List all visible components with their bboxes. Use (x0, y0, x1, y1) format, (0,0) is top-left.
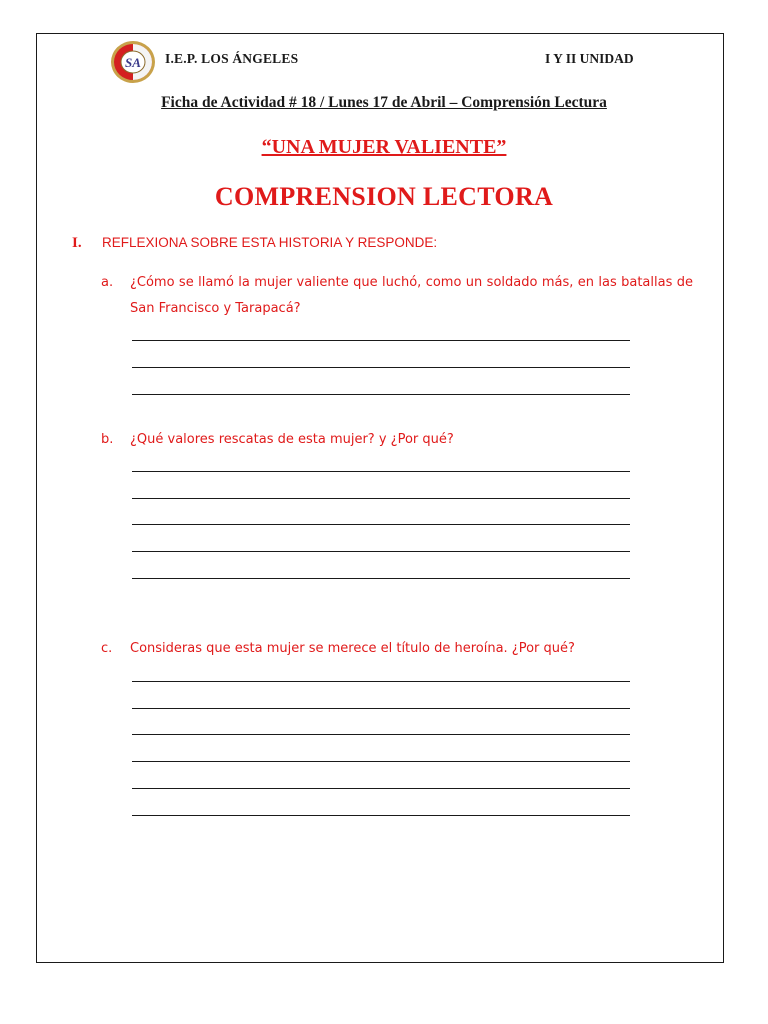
answer-line[interactable] (132, 498, 630, 499)
answer-line[interactable] (132, 681, 630, 682)
question-text: ¿Cómo se llamó la mujer valiente que luchó, como un soldado más, en las batallas de San Francisco y Tarapacá? (130, 275, 693, 316)
question-a (101, 270, 693, 322)
question-c (101, 636, 693, 662)
question-letter: a. (101, 275, 114, 290)
activity-title: Ficha de Actividad # 18 / Lunes 17 de Abril – Comprensión Lectura (161, 94, 607, 111)
answer-line[interactable] (132, 524, 630, 525)
answer-line[interactable] (132, 551, 630, 552)
answer-line[interactable] (132, 815, 630, 816)
unit-label: I Y II UNIDAD (545, 51, 634, 66)
answer-line[interactable] (132, 471, 630, 472)
answer-line[interactable] (132, 761, 630, 762)
question-text: Consideras que esta mujer se merece el título de heroína. ¿Por qué? (130, 641, 575, 656)
school-name: I.E.P. LOS ÁNGELES (165, 51, 299, 66)
answer-line[interactable] (132, 340, 630, 341)
section-number: I. (72, 235, 82, 251)
school-logo (110, 40, 156, 84)
section-heading (72, 235, 437, 252)
answer-line[interactable] (132, 394, 630, 395)
question-letter: c. (101, 641, 113, 656)
question-letter: b. (101, 432, 114, 447)
answer-line[interactable] (132, 578, 630, 579)
question-b (101, 427, 693, 453)
section-title: REFLEXIONA SOBRE ESTA HISTORIA Y RESPONDE: (102, 235, 438, 250)
answer-line[interactable] (132, 708, 630, 709)
answer-line[interactable] (132, 367, 630, 368)
answer-line[interactable] (132, 788, 630, 789)
story-title: “UNA MUJER VALIENTE” (261, 136, 507, 158)
main-heading: COMPRENSION LECTORA (214, 182, 554, 211)
logo-initials: SA (125, 55, 141, 70)
answer-line[interactable] (132, 734, 630, 735)
question-text: ¿Qué valores rescatas de esta mujer? y ¿Por qué? (130, 432, 454, 447)
